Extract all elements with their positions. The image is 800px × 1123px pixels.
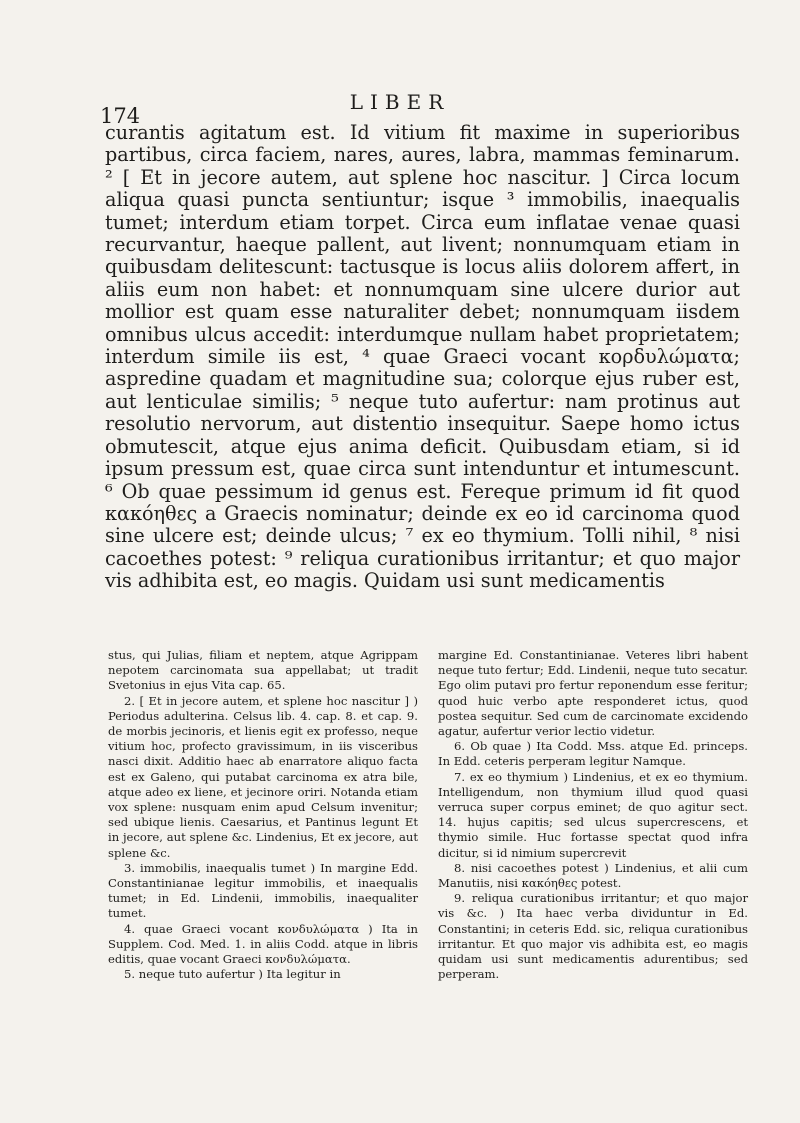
footnote: 9. reliqua curationibus irritantur; et quo major vis &c. ) Ita haec verba dividuntur in Ed. Constantini; in ceteris Edd. sic, reliqua curationibus irritantur. Et quo major vis adhibita est, eo magis quidam usi sunt medicamentis adurentibus; sed perperam.: [438, 891, 748, 982]
footnote: 2. [ Et in jecore autem, et splene hoc nascitur ] ) Periodus adulterina. Celsus lib. 4. cap. 8. et cap. 9. de morbis jecinoris, et lienis egit ex professo, neque vitium hoc, profecto gravissimum, in iis visceribus nasci dixit. Additio haec ab enarratore aliquo facta est ex Galeno, qui putabat carcinoma ex atra bile, atque adeo ex liene, et jecinore oriri. Notanda etiam vox splene: nusquam enim apud Celsum invenitur; sed ubique lienis. Caesarius, et Pantinus legunt Et in jecore, aut splene &c. Lindenius, Et ex jecore, aut splene &c.: [108, 693, 418, 860]
running-title: LIBER: [349, 90, 451, 114]
main-text: [105, 122, 740, 593]
footnotes-left-column: [108, 648, 418, 982]
footnote: 7. ex eo thymium ) Lindenius, et ex eo thymium. Intelligendum, non thymium illud quod quasi verruca super corpus eminet; de quo agitur sect. 14. hujus capitis; sed ulcus supercrescens, et thymio simile. Huc fortasse spectat quod infra dicitur, si id nimium supercrevit: [438, 769, 748, 860]
footnote: 3. immobilis, inaequalis tumet ) In margine Edd. Constantinianae legitur immobilis, et inaequalis tumet; in Ed. Lindenii, immobilis, inaequaliter tumet.: [108, 860, 418, 921]
footnotes-right-column: [438, 648, 748, 982]
page-number: 174: [100, 104, 141, 128]
footnote: stus, qui Julias, filiam et neptem, atque Agrippam nepotem carcinomata sua appellabat; ut tradit Svetonius in ejus Vita cap. 65.: [108, 648, 418, 693]
footnote: margine Ed. Constantinianae. Veteres libri habent neque tuto fertur; Edd. Lindenii, neque tuto secatur. Ego olim putavi pro fertur reponendum esse feritur; quod huic verbo apte responderet ictus, quod postea sequitur. Sed cum de carcinomate excidendo agatur, aufertur verior lectio videtur.: [438, 648, 748, 739]
footnote: 8. nisi cacoethes potest ) Lindenius, et alii cum Manutiis, nisi κακόηθες potest.: [438, 860, 748, 891]
footnote: 4. quae Graeci vocant κονδυλώματα ) Ita in Supplem. Cod. Med. 1. in aliis Codd. atque in libris editis, quae vocant Graeci κονδυλώματα.: [108, 921, 418, 967]
footnote: 6. Ob quae ) Ita Codd. Mss. atque Ed. princeps. In Edd. ceteris perperam legitur Namque.: [438, 739, 748, 769]
footnote: 5. neque tuto aufertur ) Ita legitur in: [124, 967, 341, 982]
main-paragraph: curantis agitatum est. Id vitium fit maxime in superioribus partibus, circa faciem, nares, aures, labra, mammas feminarum. ² [ Et in jecore autem, aut splene hoc nascitur. ] Circa locum aliqua quasi puncta sentiuntur; isque ³ immobilis, inaequalis tumet; interdum etiam torpet. Circa eum inflatae venae quasi recurvantur, haeque pallent, aut livent; nonnumquam etiam in quibusdam delitescunt: tactusque is locus aliis dolorem affert, in aliis eum non habet: et nonnumquam sine ulcere durior aut mollior est quam esse naturaliter debet; nonnumquam iisdem omnibus ulcus accedit: interdumque nullam habet proprietatem; interdum simile iis est, ⁴ quae Graeci vocant κορδυλώματα; aspredine quadam et magnitudine sua; colorque ejus ruber est, aut lenticulae similis; ⁵ neque tuto aufertur: nam protinus aut resolutio nervorum, aut distentio insequitur. Saepe homo ictus obmutescit, atque ejus anima deficit. Quibusdam etiam, si id ipsum pressum est, quae circa sunt intenduntur et intumescunt. ⁶ Ob quae pessimum id genus est. Fereque primum id fit quod κακόηθες a Graecis nominatur; deinde ex eo id carcinoma quod sine ulcere est; deinde ulcus; ⁷ ex eo thymium. Tolli nihil, ⁸ nisi cacoethes potest: ⁹ reliqua curationibus irritantur; et quo major vis adhibita est, eo magis. Quidam usi sunt medicamentis: [105, 121, 740, 593]
